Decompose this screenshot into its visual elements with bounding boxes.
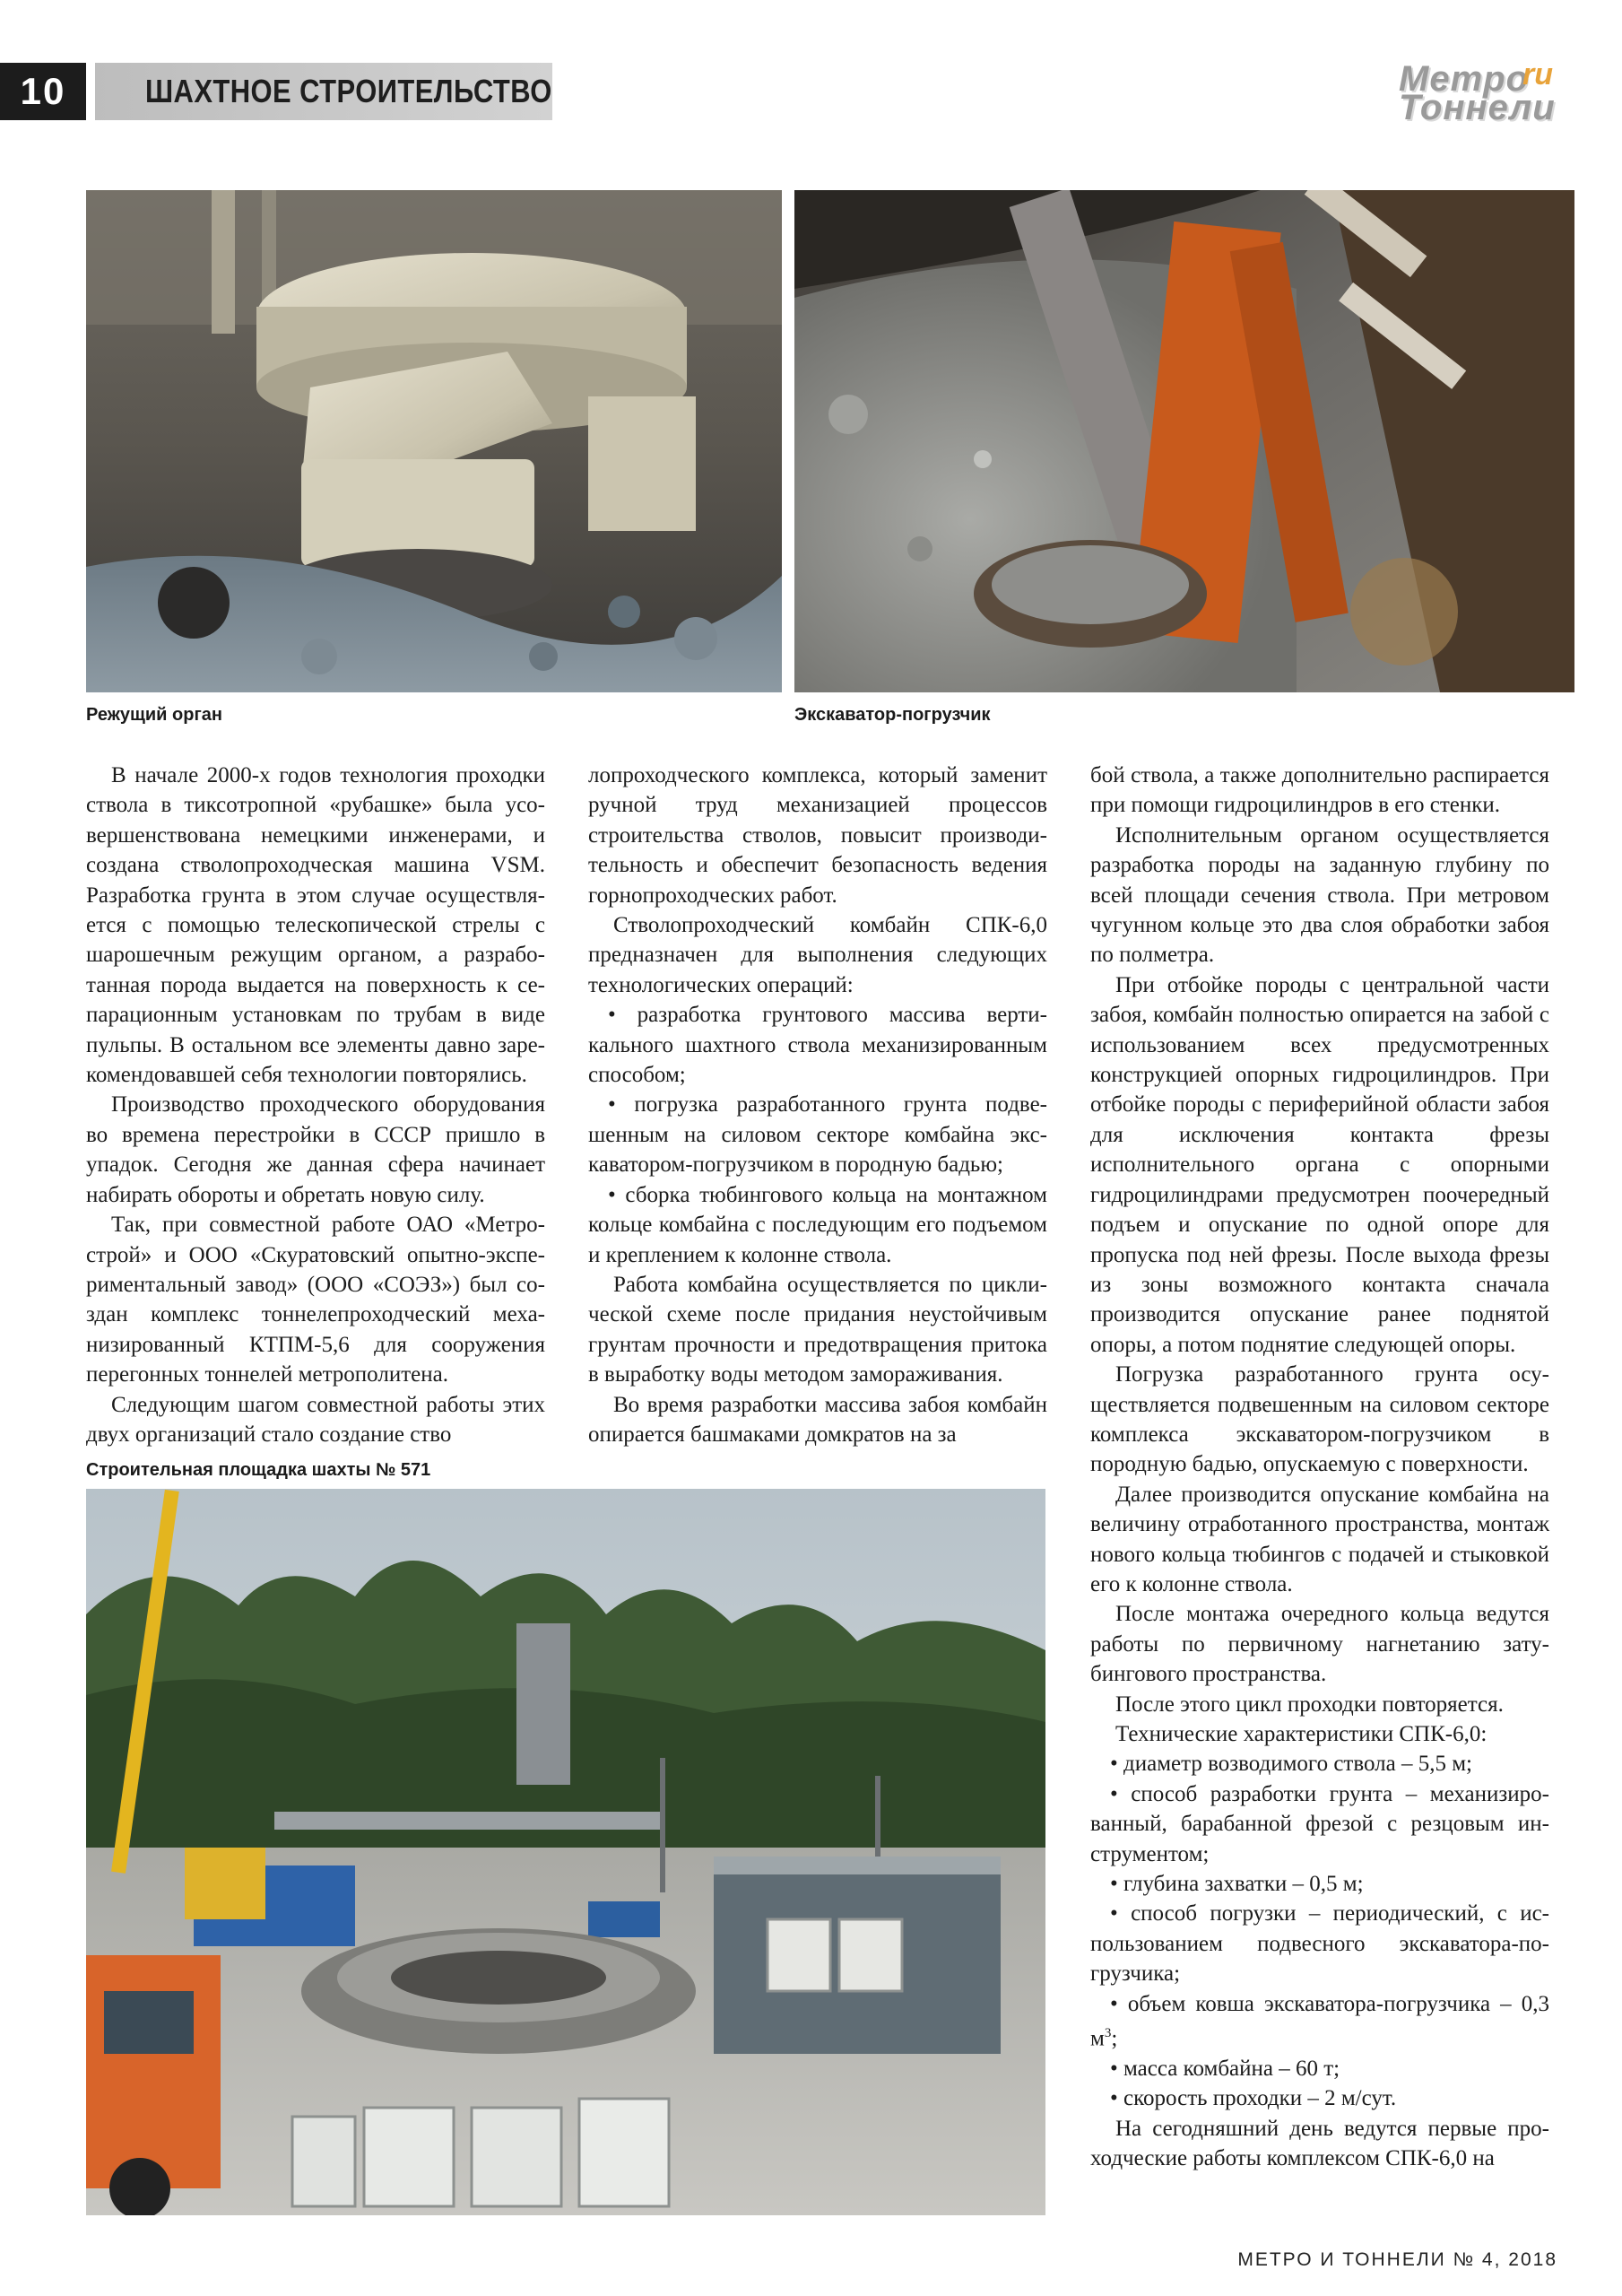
paragraph: Работа комбайна осуществляется по циклической схеме после придания неустойчивым грунтам прочности и предотвращения притока в выработку воды методом замораживания. (588, 1272, 1047, 1387)
paragraph: Производство проходческого оборудования во времена перестройки в СССР пришло в упадок. Сегодня же данная сфера начинает набирать обороты и обретать новую силу. (86, 1092, 545, 1207)
caption-photo-1: Режущий орган (86, 705, 222, 725)
list-item: • погрузка разработанного грунта подвешенным на силовом секторе комбайна экскаватором-погрузчиком в породную бадью; (588, 1092, 1047, 1178)
paragraph: Стволопроходческий комбайн СПК-6,0 предназначен для выполнения следующих технологических операций: (588, 913, 1047, 997)
spec-text: • объем ковша экскаватора-погрузчика – 0,3 м (1090, 1991, 1549, 2051)
paragraph: лопроходческого комплекса, который заменит ручной труд механизацией процессов строительства стволов, повысит производительность и обеспечит безопасность ведения горнопроходческих работ. (588, 763, 1047, 908)
paragraph: При отбойке породы с центральной части забоя, комбайн полностью опирается на забой с использованием всех предусмотренных конструкцией опорных гидроцилиндров. При отбойке породы с периферийной области забоя для исключения контакта фрезы исполнительного органа с опорными гидроцилиндрами предусмотрен поочередный подъем и опускание по одной опоре для пропуска под ней фрезы. После выхода фрезы из зоны возможного контакта сначала производится опускание ранее поднятой опоры, а потом поднятие следующей опоры. (1090, 972, 1549, 1357)
spec-item: • диаметр возводимого ствола – 5,5 м; (1110, 1752, 1472, 1777)
paragraph: На сегодняшний день ведутся первые проходческие работы комплексом СПК-6,0 на (1090, 2116, 1549, 2171)
paragraph: Погрузка разработанного грунта осуществляется подвешенным на силовом секторе комплекса экскаватором-погрузчиком в породную бадью, опускаемую с поверхности. (1090, 1362, 1549, 1477)
paragraph: Технические характеристики СПК-6,0: (1115, 1722, 1488, 1746)
spec-item (1090, 1989, 1549, 2054)
paragraph: Исполнительным органом осуществляется разработка породы на заданную глубину по всей площади сечения ствола. При метровом чугунном кольце это два слоя обработки забоя по полметра. (1090, 822, 1549, 968)
section-title: ШАХТНОЕ СТРОИТЕЛЬСТВО (145, 73, 552, 109)
logo-badge: ru (1522, 57, 1553, 91)
footer-issue: МЕТРО И ТОННЕЛИ № 4, 2018 (1237, 2249, 1557, 2270)
spec-item: • способ погрузки – периодический, с использованием подвесного экскаватора-погрузчика; (1090, 1901, 1549, 1987)
list-item: • разработка грунтового массива вертикального шахтного ствола механизированным способом; (588, 1003, 1047, 1088)
logo-text-metro: Метро (1399, 59, 1529, 99)
caption-photo-2: Экскаватор-погрузчик (794, 705, 991, 725)
paragraph: Следующим шагом совместной работы этих двух организаций стало создание ство (86, 1392, 545, 1447)
spec-text: ; (1111, 2026, 1118, 2051)
text-column-1 (86, 761, 545, 1449)
logo-text-tonneli: Тоннели (1399, 88, 1556, 127)
caption-photo-3: Строительная площадка шахты № 571 (86, 1460, 431, 1480)
paragraph: В начале 2000-х годов технология проходки ствола в тиксотропной «рубашке» была усовершенствована немецкими инженерами, и создана стволопроходческая машина VSM. Разработка грунта в этом случае осуществляется с помощью телескопической стрелы с шарошечным режущим органом, а разработанная порода выдается на поверхность к сепарационным установкам по трубам в виде пульпы. В остальном все элементы давно зарекомендовавшей себя технологии повторялись. (86, 763, 545, 1088)
spec-item: • масса комбайна – 60 т; (1110, 2056, 1340, 2081)
paragraph: После монтажа очередного кольца ведутся работы по первичному нагнетанию затубингового пространства. (1090, 1602, 1549, 1687)
spec-item: • способ разработки грунта – механизированный, барабанной фрезой с резцовым инструментом; (1090, 1781, 1549, 1866)
paragraph: Так, при совместной работе ОАО «Метрострой» и ООО «Скуратовский опытно-экспериментальный завод» (ООО «СОЭЗ») был создан комплекс тоннелепроходческий механизированный КТПМ-5,6 для сооружения перегонных тоннелей метрополитена. (86, 1213, 545, 1387)
text-column-3 (1090, 761, 1549, 2173)
superscript: 3 (1104, 2026, 1112, 2041)
paragraph: бой ствола, а также дополнительно распирается при помощи гидроцилиндров в его стенки. (1090, 763, 1549, 818)
spec-item: • глубина захватки – 0,5 м; (1110, 1872, 1364, 1897)
spec-item: • скорость проходки – 2 м/сут. (1110, 2086, 1397, 2111)
photo-excavator-loader (794, 190, 1574, 692)
section-header (95, 63, 552, 120)
photo-construction-site (86, 1489, 1045, 2215)
magazine-logo (1399, 57, 1578, 127)
paragraph: После этого цикл проходки повторяется. (1115, 1692, 1504, 1717)
photo-cutting-head (86, 190, 782, 692)
page-number: 10 (0, 63, 86, 120)
list-item: • сборка тюбингового кольца на монтажном кольце комбайна с последующим его подъемом и креплением к колонне ствола. (588, 1182, 1047, 1267)
text-column-2 (588, 761, 1047, 1449)
paragraph: Во время разработки массива забоя комбайн опирается башмаками домкратов на за (588, 1392, 1047, 1447)
paragraph: Далее производится опускание комбайна на величину отработанного пространства, монтаж нового кольца тюбингов с подачей и стыковкой его к колонне ствола. (1090, 1482, 1549, 1596)
